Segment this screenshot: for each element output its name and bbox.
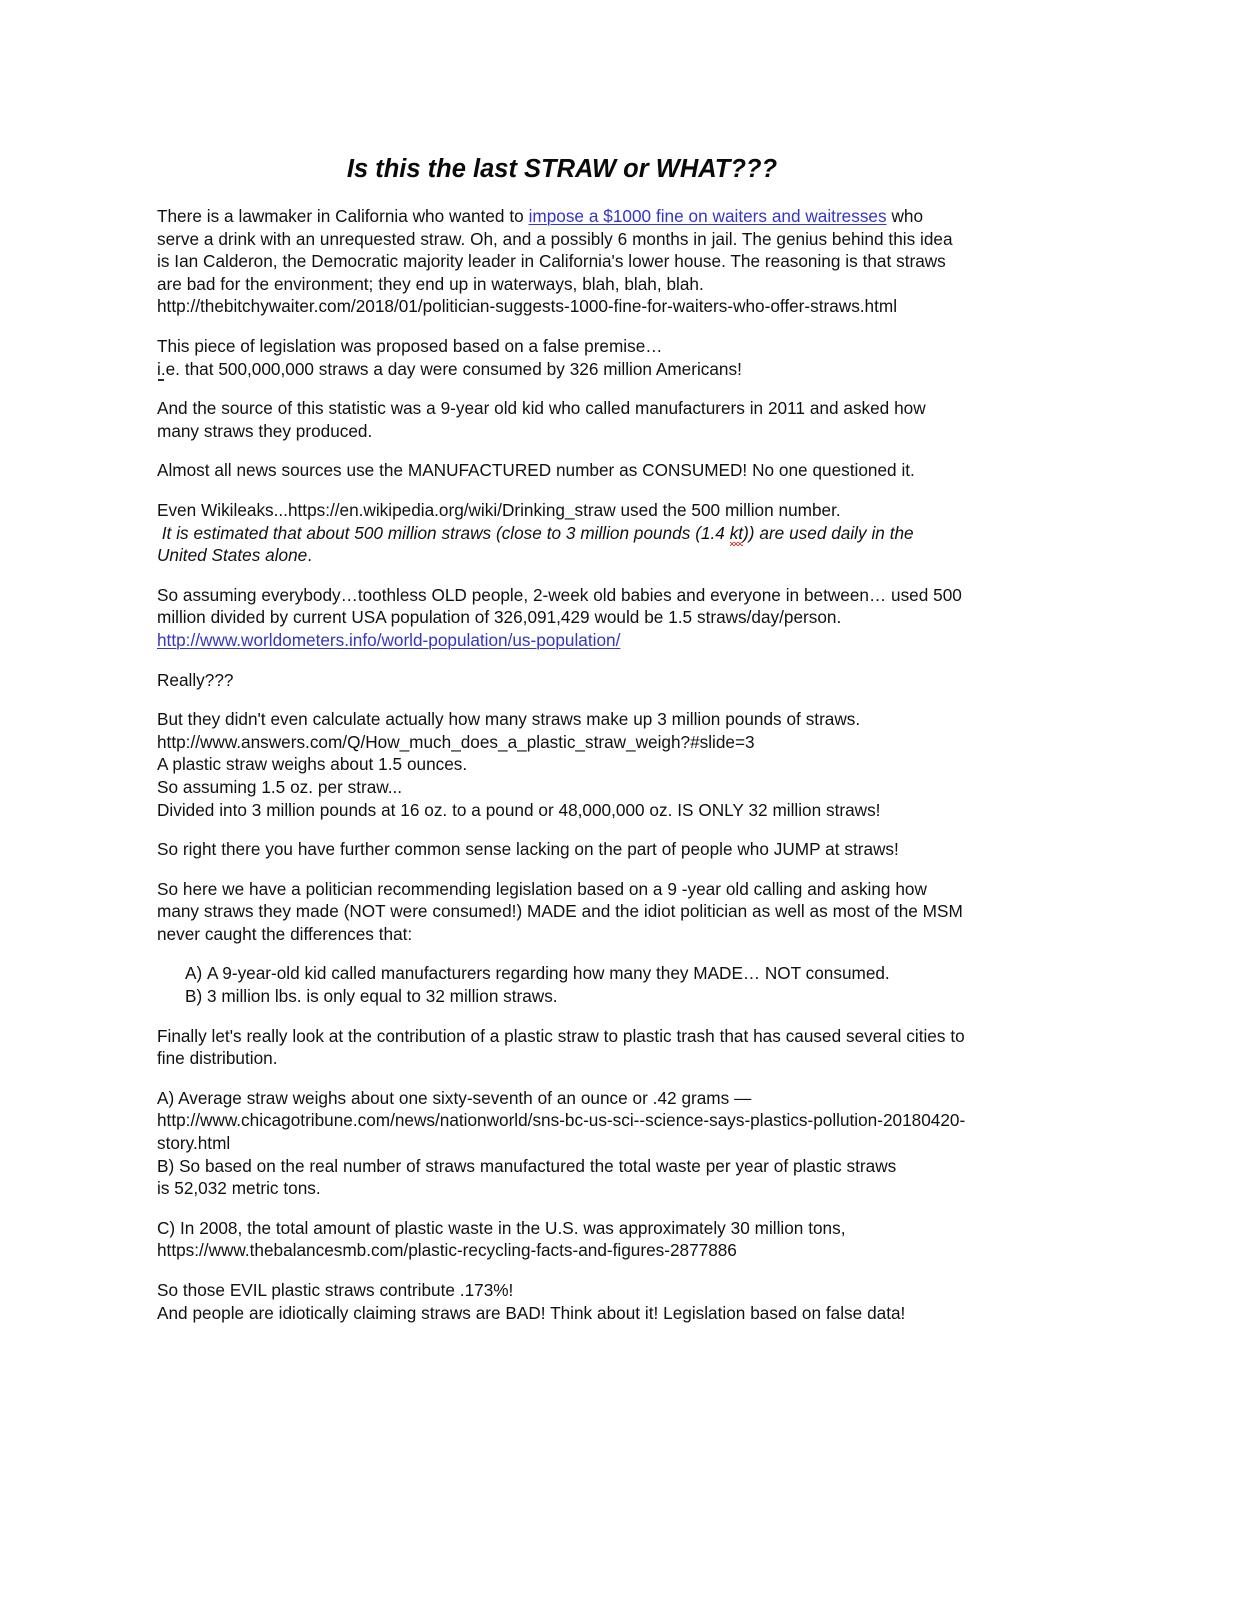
list-marker-a: A)	[185, 963, 203, 984]
document-body	[157, 155, 967, 1341]
paragraph-contribution-intro: Finally let's really look at the contribution of a plastic straw to plastic trash that has caused several cities to fine distribution.	[157, 1025, 965, 1069]
plastic-waste-2008-line: C) In 2008, the total amount of plastic waste in the U.S. was approximately 30 million tons,	[157, 1217, 846, 1238]
wikipedia-quote-period: .	[307, 545, 312, 566]
total-waste-line-continued: is 52,032 metric tons.	[157, 1178, 321, 1199]
fine-waiters-link[interactable]: impose a $1000 fine on waiters and waitresses	[528, 206, 887, 227]
paragraph-straw-weight-math	[157, 708, 967, 821]
straw-weight-intro: But they didn't even calculate actually how many straws make up 3 million pounds of straws.	[157, 709, 861, 730]
ie-statistic-line	[157, 358, 967, 381]
worldometers-link[interactable]: http://www.worldometers.info/world-population/us-population/	[157, 629, 621, 650]
page-title: Is this the last STRAW or WHAT???	[346, 155, 778, 183]
list-item	[157, 962, 967, 985]
list-text-b: 3 million lbs. is only equal to 32 million straws.	[207, 986, 558, 1007]
paragraph-really: Really???	[157, 669, 234, 690]
list-marker-b: B)	[185, 986, 203, 1007]
false-premise-line: This piece of legislation was proposed based on a false premise…	[157, 336, 663, 357]
paragraph-total-plastic-waste	[157, 1217, 967, 1262]
paragraph-waste-calc	[157, 1087, 967, 1200]
chicagotribune-url: http://www.chicagotribune.com/news/nationworld/sns-bc-us-sci--science-says-plastics-pollution-20180420-story.html	[157, 1110, 966, 1154]
wikileaks-line: Even Wikileaks...https://en.wikipedia.org/wiki/Drinking_straw used the 500 million number.	[157, 499, 841, 520]
paragraph-per-person-math	[157, 584, 967, 652]
differences-list	[157, 962, 967, 1007]
total-waste-line: B) So based on the real number of straws manufactured the total waste per year of plastic straws	[157, 1155, 897, 1176]
thebalancesmb-url: https://www.thebalancesmb.com/plastic-recycling-facts-and-figures-2877886	[157, 1240, 737, 1261]
paragraph-lawmaker	[157, 205, 967, 318]
paragraph-wikileaks	[157, 499, 967, 567]
average-straw-weight-line: A) Average straw weighs about one sixty-seventh of an ounce or .42 grams —	[157, 1087, 752, 1108]
paragraph-conclusion	[157, 1279, 967, 1324]
straw-weight-value: A plastic straw weighs about 1.5 ounces.	[157, 754, 468, 775]
straw-weight-assumption: So assuming 1.5 oz. per straw...	[157, 776, 403, 797]
grammar-mark-i: i	[157, 358, 161, 379]
paragraph-common-sense: So right there you have further common sense lacking on the part of people who JUMP at straws!	[157, 839, 899, 860]
bitchywaiter-url: http://thebitchywaiter.com/2018/01/politician-suggests-1000-fine-for-waiters-who-offer-straws.html	[157, 296, 898, 317]
per-person-math-line: So assuming everybody…toothless OLD people, 2-week old babies and everyone in between… used 500 million divided by current USA population of 326,091,429 would be 1.5 straws/day/person.	[157, 584, 962, 628]
list-text-a: A 9-year-old kid called manufacturers regarding how many they MADE… NOT consumed.	[207, 963, 890, 984]
wikipedia-quote-part-b: )) are used daily in the United States alone	[157, 522, 914, 566]
misspelled-word-kt: kt	[729, 522, 744, 543]
p1-after-link-text: who serve a drink with an unrequested straw. Oh, and a possibly 6 months in jail. The genius behind this idea is Ian Calderon, the Democratic majority leader in California's lower house. The reasoning is that straws are bad for the environment; they end up in waterways, blah, blah, blah.	[157, 206, 953, 294]
paragraph-source-statistic: And the source of this statistic was a 9-year old kid who called manufacturers in 2011 and asked how many straws they produced.	[157, 398, 926, 441]
conclusion-statement: And people are idiotically claiming straws are BAD! Think about it! Legislation based on false data!	[157, 1302, 906, 1323]
paragraph-news-sources: Almost all news sources use the MANUFACTURED number as CONSUMED! No one questioned it.	[157, 460, 915, 481]
p1-before-link-text: There is a lawmaker in California who wanted to	[157, 206, 529, 227]
straw-count-result: Divided into 3 million pounds at 16 oz. to a pound or 48,000,000 oz. IS ONLY 32 million straws!	[157, 799, 881, 820]
paragraph-false-premise	[157, 335, 967, 380]
conclusion-percentage: So those EVIL plastic straws contribute .173%!	[157, 1280, 514, 1301]
answers-url: http://www.answers.com/Q/How_much_does_a_plastic_straw_weigh?#slide=3	[157, 731, 755, 752]
paper-sheet	[64, 0, 1173, 1600]
wikipedia-quote-part-a: It is estimated that about 500 million straws (close to 3 million pounds (1.4	[157, 522, 730, 543]
ie-statistic-text: .e. that 500,000,000 straws a day were consumed by 326 million Americans!	[160, 358, 742, 379]
list-item	[157, 985, 967, 1008]
paragraph-politician-summary: So here we have a politician recommending legislation based on a 9 -year old calling and asking how many straws they made (NOT were consumed!) MADE and the idiot politician as well as most of the MSM never caught the differences that:	[157, 878, 963, 944]
